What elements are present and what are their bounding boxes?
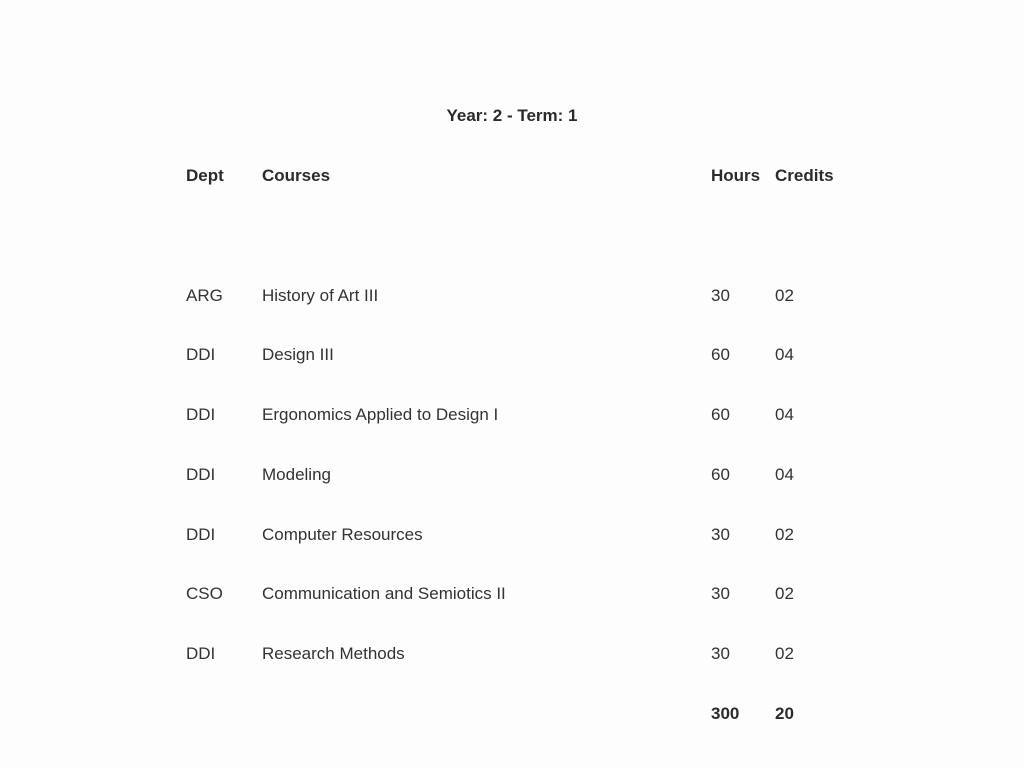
column-header-courses: Courses (262, 166, 331, 185)
row-hours: 30 (711, 525, 730, 544)
row-credits: 02 (775, 584, 794, 603)
row-dept: DDI (186, 525, 216, 544)
row-course: Ergonomics Applied to Design I (262, 405, 499, 424)
row-hours: 30 (711, 644, 730, 663)
row-course: Research Methods (262, 644, 405, 663)
row-course: Computer Resources (262, 525, 423, 544)
row-dept: CSO (186, 584, 223, 603)
row-dept: DDI (186, 405, 216, 424)
row-hours: 60 (711, 465, 730, 484)
row-credits: 04 (775, 465, 794, 484)
row-credits: 02 (775, 644, 794, 663)
column-header-credits: Credits (775, 166, 834, 185)
row-hours: 60 (711, 345, 730, 364)
row-course: Design III (262, 345, 334, 364)
row-credits: 02 (775, 525, 794, 544)
total-hours: 300 (711, 704, 740, 723)
row-hours: 60 (711, 405, 730, 424)
total-credits: 20 (775, 704, 794, 723)
row-dept: ARG (186, 286, 223, 305)
column-header-dept: Dept (186, 166, 224, 185)
row-credits: 04 (775, 345, 794, 364)
page-title: Year: 2 - Term: 1 (446, 106, 578, 125)
column-header-hours: Hours (711, 166, 761, 185)
row-course: Modeling (262, 465, 331, 484)
row-dept: DDI (186, 465, 216, 484)
row-dept: DDI (186, 345, 216, 364)
row-course: Communication and Semiotics II (262, 584, 506, 603)
row-credits: 02 (775, 286, 794, 305)
row-course: History of Art III (262, 286, 379, 305)
row-credits: 04 (775, 405, 794, 424)
row-hours: 30 (711, 584, 730, 603)
row-hours: 30 (711, 286, 730, 305)
row-dept: DDI (186, 644, 216, 663)
